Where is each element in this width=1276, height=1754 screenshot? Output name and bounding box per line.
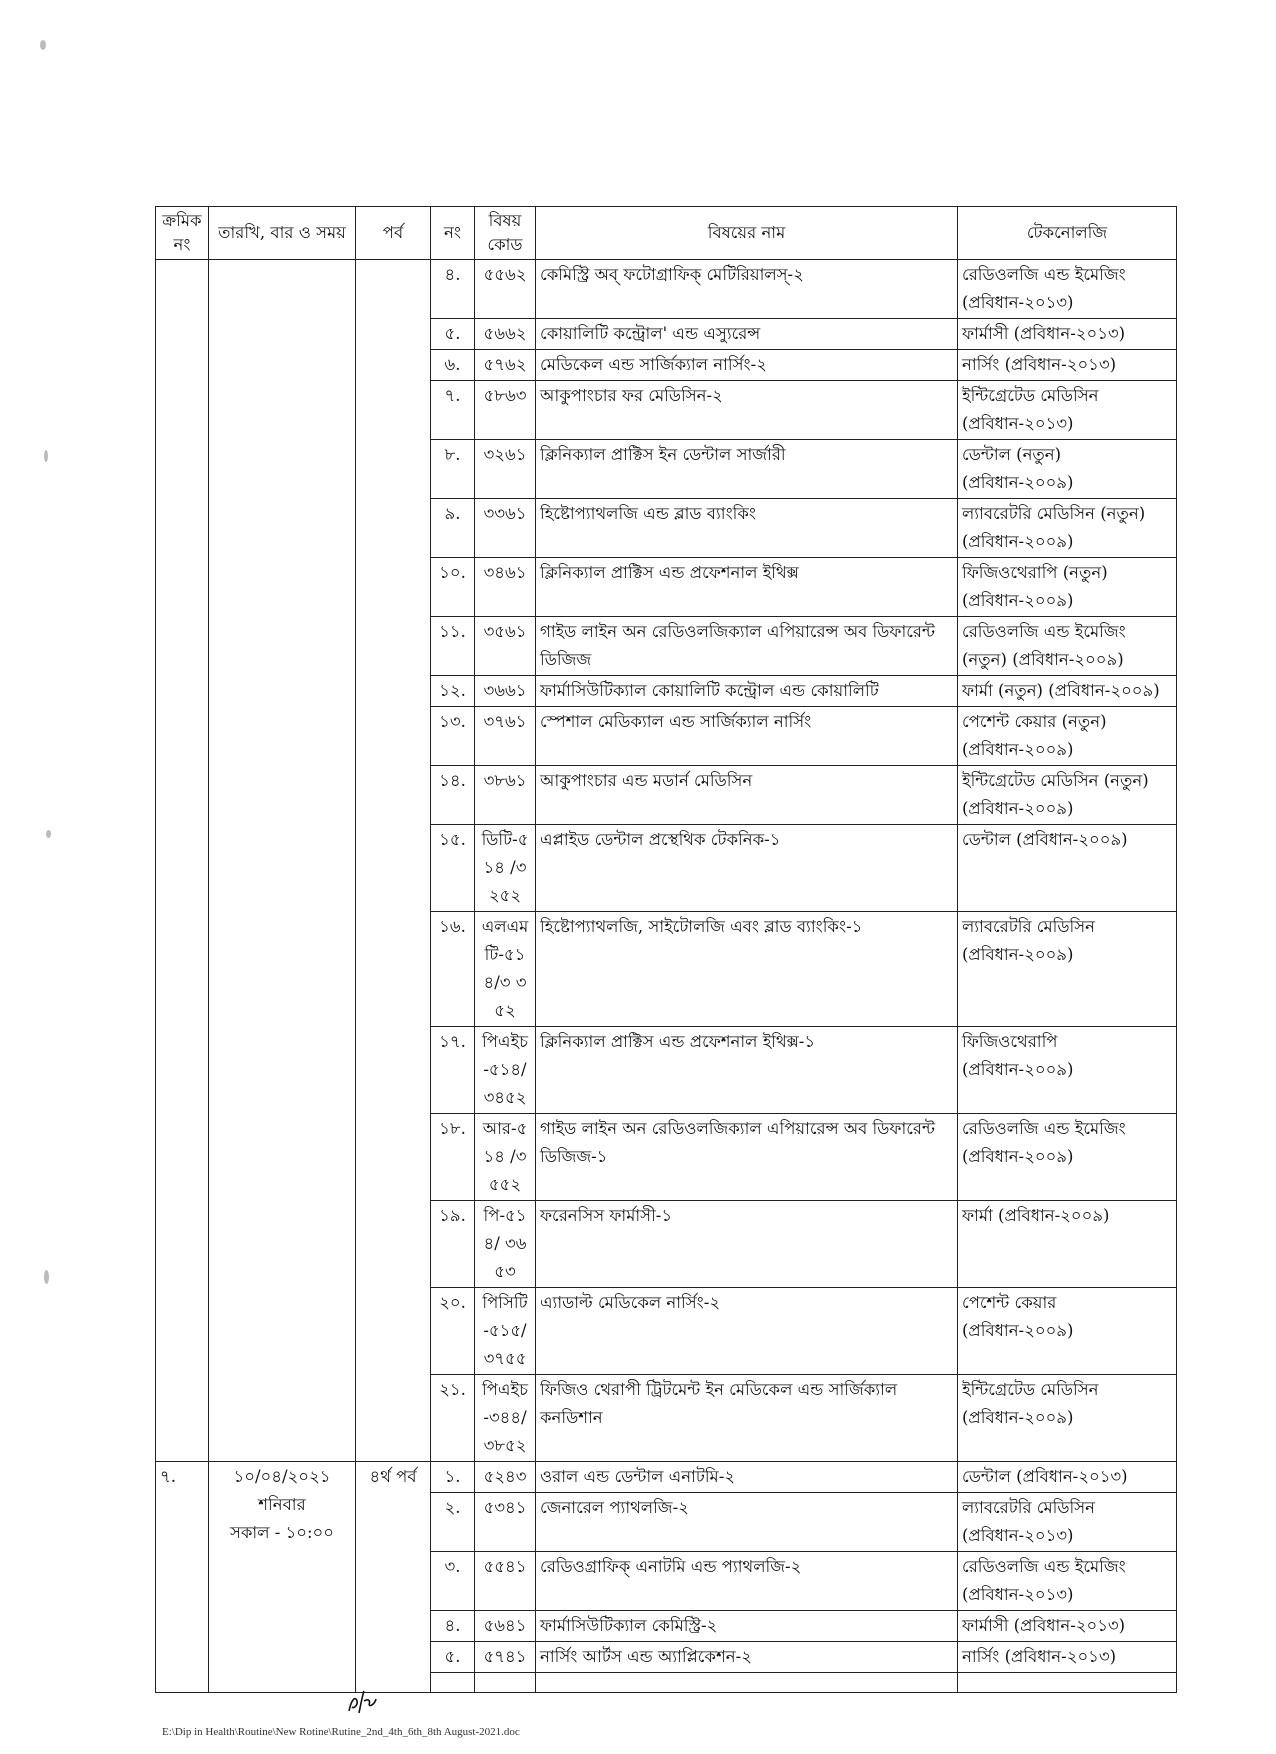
term-cell: ৪র্থ পর্ব xyxy=(356,1462,431,1693)
blank-cell xyxy=(536,1673,958,1693)
row-code: পিএইচ -৩৪৪/ ৩৮৫২ xyxy=(475,1375,536,1462)
row-no: ১১. xyxy=(431,617,475,676)
row-code: ৫৫৪১ xyxy=(475,1552,536,1611)
row-subject: রেডিওগ্রাফিক্ এনাটমি এন্ড প্যাথলজি-২ xyxy=(536,1552,958,1611)
row-subject: ক্লিনিক্যাল প্রাক্টিস ইন ডেন্টাল সার্জারী xyxy=(536,440,958,499)
row-technology: ফিজিওথেরাপি (নতুন) (প্রবিধান-২০০৯) xyxy=(958,558,1177,617)
row-code: ৩৪৬১ xyxy=(475,558,536,617)
row-no: ১. xyxy=(431,1462,475,1493)
row-no: ৪. xyxy=(431,1611,475,1642)
row-no: ৬. xyxy=(431,350,475,381)
row-no: ১৬. xyxy=(431,912,475,1027)
row-no: ১৭. xyxy=(431,1027,475,1114)
table-row xyxy=(156,1462,1177,1493)
row-no: ৮. xyxy=(431,440,475,499)
row-subject: ফিজিও থেরাপী ট্রিটমেন্ট ইন মেডিকেল এন্ড সার্জিক্যাল কনডিশান xyxy=(536,1375,958,1462)
row-code: ৩৭৬১ xyxy=(475,707,536,766)
row-subject: ক্লিনিক্যাল প্রাক্টিস এন্ড প্রফেশনাল ইথিক্স-১ xyxy=(536,1027,958,1114)
row-technology: নার্সিং (প্রবিধান-২০১৩) xyxy=(958,350,1177,381)
row-code: ৫৭৪১ xyxy=(475,1642,536,1673)
row-code: ৩২৬১ xyxy=(475,440,536,499)
footer-file-path: E:\Dip in Health\Routine\New Rotine\Rutine_2nd_4th_6th_8th August-2021.doc xyxy=(162,1726,520,1738)
row-subject: আকুপাংচার ফর মেডিসিন-২ xyxy=(536,381,958,440)
row-technology: রেডিওলজি এন্ড ইমেজিং (প্রবিধান-২০১৩) xyxy=(958,260,1177,319)
row-technology: পেশেন্ট কেয়ার (প্রবিধান-২০০৯) xyxy=(958,1288,1177,1375)
row-subject: হিষ্টোপ্যাথলজি, সাইটোলজি এবং ব্লাড ব্যাংকিং-১ xyxy=(536,912,958,1027)
header-subject-name: বিষয়ের নাম xyxy=(536,207,958,260)
row-no: ১৪. xyxy=(431,766,475,825)
row-technology: ল্যাবরেটরি মেডিসিন (নতুন) (প্রবিধান-২০০৯) xyxy=(958,499,1177,558)
header-no: নং xyxy=(431,207,475,260)
exam-time: সকাল - ১০:০০ xyxy=(229,1523,335,1542)
row-no: ২. xyxy=(431,1493,475,1552)
row-technology: রেডিওলজি এন্ড ইমেজিং (প্রবিধান-২০০৯) xyxy=(958,1114,1177,1201)
serial-cell: ৭. xyxy=(156,1462,209,1693)
row-code: পিসিটি -৫১৫/ ৩৭৫৫ xyxy=(475,1288,536,1375)
header-technology: টেকনোলজি xyxy=(958,207,1177,260)
date-cell xyxy=(209,1462,356,1693)
header-code: বিষয় কোড xyxy=(475,207,536,260)
row-subject: মেডিকেল এন্ড সার্জিক্যাল নার্সিং-২ xyxy=(536,350,958,381)
row-no: ১৯. xyxy=(431,1201,475,1288)
row-subject: ফার্মাসিউটিক্যাল কোয়ালিটি কন্ট্রোল এন্ড কোয়ালিটি xyxy=(536,676,958,707)
row-subject: ওরাল এন্ড ডেন্টাল এনাটমি-২ xyxy=(536,1462,958,1493)
row-technology: ফার্মা (নতুন) (প্রবিধান-২০০৯) xyxy=(958,676,1177,707)
row-technology: ডেন্টাল (নতুন) (প্রবিধান-২০০৯) xyxy=(958,440,1177,499)
blank-cell xyxy=(958,1673,1177,1693)
row-technology: ইন্টিগ্রেটেড মেডিসিন (প্রবিধান-২০০৯) xyxy=(958,1375,1177,1462)
table-header-row xyxy=(156,207,1177,260)
row-technology: ডেন্টাল (প্রবিধান-২০১৩) xyxy=(958,1462,1177,1493)
row-code: আর-৫১৪ /৩৫৫২ xyxy=(475,1114,536,1201)
row-technology: ইন্টিগ্রেটেড মেডিসিন (নতুন) (প্রবিধান-২০০৯) xyxy=(958,766,1177,825)
row-subject: ফার্মাসিউটিক্যাল কেমিস্ট্রি-২ xyxy=(536,1611,958,1642)
row-subject: এ্যাডাল্ট মেডিকেল নার্সিং-২ xyxy=(536,1288,958,1375)
handwritten-initials xyxy=(345,1687,379,1717)
row-code: ৫৬৬২ xyxy=(475,319,536,350)
row-code: ৩৩৬১ xyxy=(475,499,536,558)
row-technology: ফার্মাসী (প্রবিধান-২০১৩) xyxy=(958,1611,1177,1642)
row-technology: ডেন্টাল (প্রবিধান-২০০৯) xyxy=(958,825,1177,912)
row-subject: আকুপাংচার এন্ড মডার্ন মেডিসিন xyxy=(536,766,958,825)
row-no: ৭. xyxy=(431,381,475,440)
blank-cell xyxy=(431,1673,475,1693)
row-subject: জেনারেল প্যাথলজি-২ xyxy=(536,1493,958,1552)
term-cell xyxy=(356,260,431,1462)
row-code: পিএইচ -৫১৪/ ৩৪৫২ xyxy=(475,1027,536,1114)
header-serial: ক্রমিক নং xyxy=(156,207,209,260)
row-code: ৩৬৬১ xyxy=(475,676,536,707)
exam-routine-table xyxy=(155,206,1177,1693)
row-subject: গাইড লাইন অন রেডিওলজিক্যাল এপিয়ারেন্স অব ডিফারেন্ট ডিজিজ-১ xyxy=(536,1114,958,1201)
table-row xyxy=(156,260,1177,319)
date-cell xyxy=(209,260,356,1462)
exam-date: ১০/০৪/২০২১ xyxy=(233,1467,331,1486)
row-technology: নার্সিং (প্রবিধান-২০১৩) xyxy=(958,1642,1177,1673)
row-subject: কোয়ালিটি কন্ট্রোল' এন্ড এস্যুরেন্স xyxy=(536,319,958,350)
scan-speck xyxy=(46,830,51,838)
row-no: ১৩. xyxy=(431,707,475,766)
row-technology: রেডিওলজি এন্ড ইমেজিং (প্রবিধান-২০১৩) xyxy=(958,1552,1177,1611)
row-technology: ফার্মা (প্রবিধান-২০০৯) xyxy=(958,1201,1177,1288)
row-code: ৫৭৬২ xyxy=(475,350,536,381)
row-subject: নার্সিং আর্টস এন্ড অ্যাপ্লিকেশন-২ xyxy=(536,1642,958,1673)
row-code: ৫৮৬৩ xyxy=(475,381,536,440)
row-code: ৫৩৪১ xyxy=(475,1493,536,1552)
blank-cell xyxy=(475,1673,536,1693)
row-technology: ল্যাবরেটরি মেডিসিন (প্রবিধান-২০১৩) xyxy=(958,1493,1177,1552)
row-no: ৩. xyxy=(431,1552,475,1611)
row-code: ৩৫৬১ xyxy=(475,617,536,676)
row-subject: গাইড লাইন অন রেডিওলজিক্যাল এপিয়ারেন্স অব ডিফারেন্ট ডিজিজ xyxy=(536,617,958,676)
row-subject: স্পেশাল মেডিক্যাল এন্ড সার্জিক্যাল নার্সিং xyxy=(536,707,958,766)
row-no: ৫. xyxy=(431,319,475,350)
row-subject: ফরেনসিস ফার্মাসী-১ xyxy=(536,1201,958,1288)
row-code: ৫২৪৩ xyxy=(475,1462,536,1493)
scan-speck xyxy=(44,1270,49,1284)
row-technology: পেশেন্ট কেয়ার (নতুন) (প্রবিধান-২০০৯) xyxy=(958,707,1177,766)
row-subject: ক্লিনিক্যাল প্রাক্টিস এন্ড প্রফেশনাল ইথিক্স xyxy=(536,558,958,617)
row-code: ৫৬৪১ xyxy=(475,1611,536,1642)
row-technology: ইন্টিগ্রেটেড মেডিসিন (প্রবিধান-২০১৩) xyxy=(958,381,1177,440)
row-no: ২০. xyxy=(431,1288,475,1375)
scan-speck xyxy=(44,450,48,462)
row-no: ৪. xyxy=(431,260,475,319)
row-no: ১৮. xyxy=(431,1114,475,1201)
row-no: ১০. xyxy=(431,558,475,617)
row-code: ৩৮৬১ xyxy=(475,766,536,825)
row-code: ডিটি-৫১৪ /৩২৫২ xyxy=(475,825,536,912)
row-subject: হিষ্টোপ্যাথলজি এন্ড ব্লাড ব্যাংকিং xyxy=(536,499,958,558)
serial-cell xyxy=(156,260,209,1462)
row-code: এলএম টি-৫১৪/৩ ৩৫২ xyxy=(475,912,536,1027)
row-code: ৫৫৬২ xyxy=(475,260,536,319)
row-no: ৫. xyxy=(431,1642,475,1673)
row-no: ৯. xyxy=(431,499,475,558)
row-technology: রেডিওলজি এন্ড ইমেজিং (নতুন) (প্রবিধান-২০০৯) xyxy=(958,617,1177,676)
row-no: ১২. xyxy=(431,676,475,707)
row-no: ১৫. xyxy=(431,825,475,912)
exam-day: শনিবার xyxy=(258,1495,306,1514)
row-code: পি-৫১৪/ ৩৬৫৩ xyxy=(475,1201,536,1288)
row-no: ২১. xyxy=(431,1375,475,1462)
row-technology: ল্যাবরেটরি মেডিসিন (প্রবিধান-২০০৯) xyxy=(958,912,1177,1027)
header-term: পর্ব xyxy=(356,207,431,260)
scan-speck xyxy=(40,40,46,50)
header-date: তারখি, বার ও সময় xyxy=(209,207,356,260)
row-technology: ফিজিওথেরাপি (প্রবিধান-২০০৯) xyxy=(958,1027,1177,1114)
row-subject: কেমিস্ট্রি অব্ ফটোগ্রাফিক্ মেটিরিয়ালস্-২ xyxy=(536,260,958,319)
row-technology: ফার্মাসী (প্রবিধান-২০১৩) xyxy=(958,319,1177,350)
row-subject: এপ্লাইড ডেন্টাল প্রস্থেথিক টেকনিক-১ xyxy=(536,825,958,912)
